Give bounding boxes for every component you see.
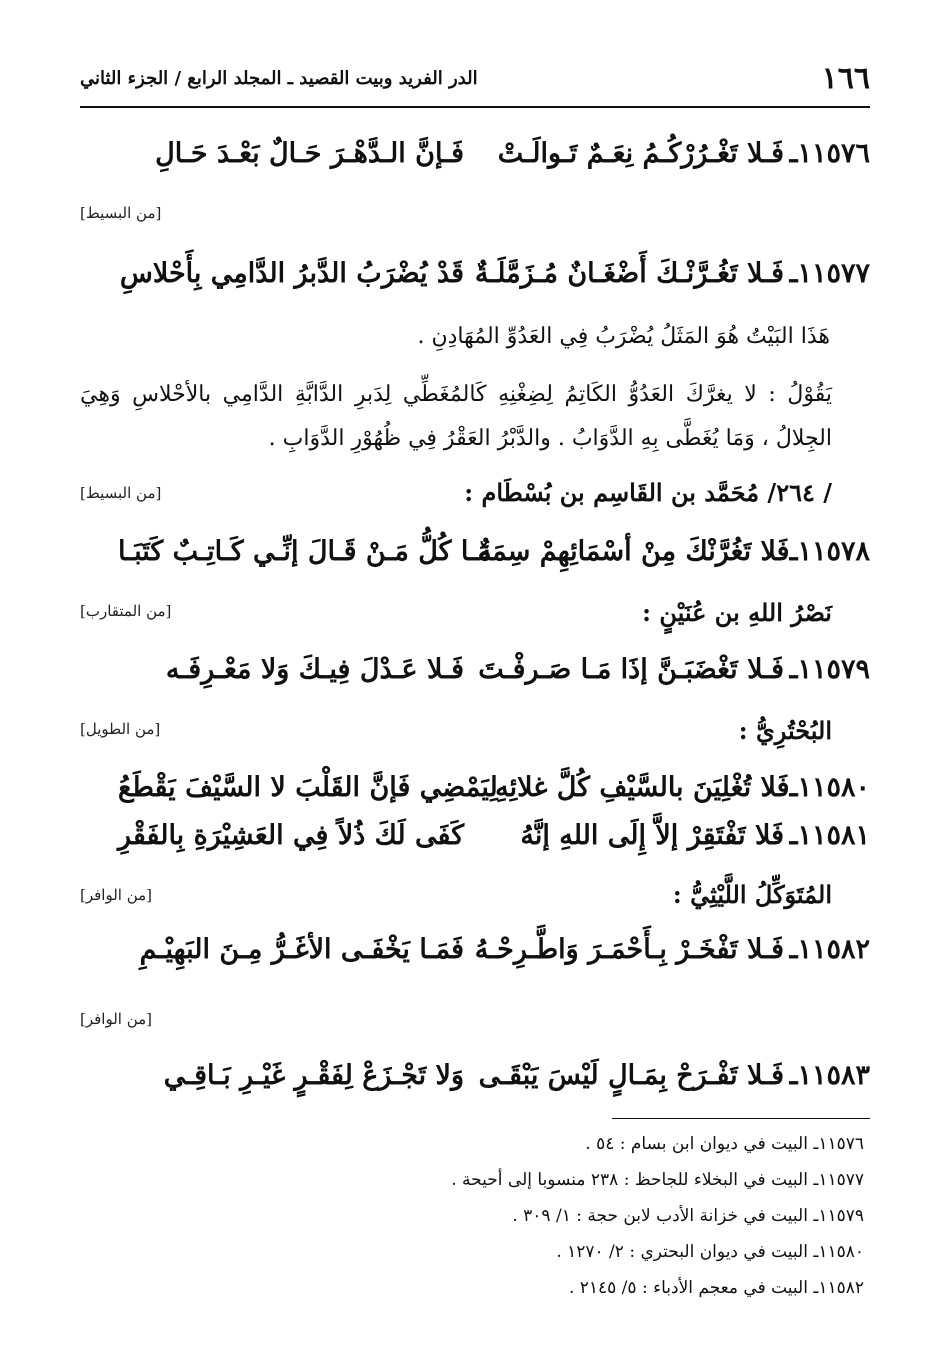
footnote: ١١٥٧٦ـ البيت في ديوان ابن بسام : ٥٤ .: [585, 1134, 864, 1154]
verse-11577: [118, 250, 870, 296]
meter-label: [من الوافر]: [80, 886, 153, 904]
verse-second-hemistich: فَـإنَّ الـدَّهْـرَ حَـالٌ بَعْـدَ حَـالِ: [155, 137, 464, 169]
meter-label: [من المتقارب]: [80, 602, 172, 620]
verse-number: ١١٥٨٢ـ: [789, 933, 870, 965]
verse-number: ١١٥٨١ـ: [789, 819, 870, 851]
page-number: ١٦٦: [821, 60, 870, 96]
poet-name: / ٢٦٤/ مُحَمَّد بن القَاسِم بن بُسْطَام :: [464, 478, 832, 507]
verse-11576: [118, 130, 870, 176]
header-divider: [80, 106, 870, 108]
running-title: الدر الفريد وبيت القصيد ـ المجلد الرابع / الجزء الثاني: [80, 67, 478, 89]
footnote: ١١٥٧٩ـ البيت في خزانة الأدب لابن حجة : ١/ ٣٠٩ .: [512, 1206, 864, 1226]
footnote: ١١٥٧٧ـ البيت في البخلاء للجاحظ : ٢٣٨ منسوبا إلى أحيحة .: [451, 1170, 864, 1190]
verse-number: ١١٥٧٧ـ: [789, 257, 870, 289]
poet-name: البُحْتُرِيُّ :: [738, 716, 832, 745]
verse-first-hemistich: فَـلا تَغْـرُرْكُـمُ نِعَـمٌ تَـوالَـتْ: [497, 137, 784, 169]
verse-first-hemistich: فَـلا تَغُـرَّنْـكَ أَضْغَـانٌ مُـزَمَّلَـةٌ: [474, 257, 784, 289]
verse-11583: [118, 1052, 870, 1098]
verse-second-hemistich: مَـا كُلُّ مَـنْ قَـالَ إنِّـي كَـاتِـبٌ كَتَبَـا: [118, 535, 492, 567]
footnote: ١١٥٨٠ـ البيت في ديوان البحتري : ٢/ ١٢٧٠ .: [556, 1242, 864, 1262]
verse-first-hemistich: فَـلا تَغْضَبَـنَّ إذَا مَـا صَـرفْـتَ: [478, 653, 784, 685]
verse-number: ١١٥٧٦ـ: [789, 137, 870, 169]
footnote: ١١٥٨٢ـ البيت في معجم الأدباء : ٥/ ٢١٤٥ .: [568, 1278, 864, 1298]
verse-number: ١١٥٨٣ـ: [789, 1059, 870, 1091]
verse-second-hemistich: قَدْ يُضْرَبُ الدَّبرُ الدَّامِي بِأَحْلاسِ: [119, 257, 464, 289]
meter-label: [من الوافر]: [80, 1010, 153, 1028]
verse-first-hemistich: فَلا تَفْتَقِرْ إلاَّ إِلَى اللهِ إنَّهُ: [520, 819, 785, 851]
meter-label: [من البسيط]: [80, 484, 162, 502]
poet-name: المُتَوَكِّلُ اللَّيْثِيُّ :: [672, 880, 832, 909]
verse-second-hemistich: فَمَـا يَخْفَـى الأغَـرُّ مِـنَ البَهِيْـمِ: [139, 933, 464, 965]
commentary-line: هَذَا البَيْتُ هُوَ المَثَلُ يُضْرَبُ فِي العَدُوِّ المُهَادِنِ .: [417, 324, 830, 349]
verse-number: ١١٥٧٩ـ: [789, 653, 870, 685]
meter-label: [من البسيط]: [80, 204, 162, 222]
verse-number: ١١٥٨٠ـ: [789, 771, 870, 803]
page-header: [80, 58, 870, 98]
verse-11578: [118, 528, 870, 574]
verse-11579: [118, 646, 870, 692]
verse-second-hemistich: كَفَى لَكَ ذُلاً فِي العَشِيْرَةِ بِالفَقْرِ: [118, 819, 465, 851]
verse-11580: [118, 764, 870, 810]
verse-second-hemistich: لِيَمْضِي فَإنَّ القَلْبَ لا السَّيْفَ يَقْطَعُ: [118, 771, 498, 803]
verse-first-hemistich: فَـلا تَفْخَـرْ بِـأَحْمَـرَ وَاطَّـرِحْـهُ: [474, 933, 784, 965]
verse-first-hemistich: فَلا تَغُرَّنْكَ مِنْ أسْمَائِهِمْ سِمَةٌ: [477, 535, 790, 567]
verse-number: ١١٥٧٨ـ: [789, 535, 870, 567]
poet-name: نَصْرُ اللهِ بن عُنَيْنٍ :: [642, 598, 832, 627]
commentary-paragraph: يَقُوْلُ : لا يغرَّكَ العَدُوُّ الكَاتِمُ لِضِغْنِهِ كَالمُغَطِّي لِدَبرِ الدَّابَّةِ الدَّامِي بالأحْلاسِ وَهِيَ الجِلالُ ، وَمَا يُغَطَّى بِهِ الدَّوَابُ . والدَّبْرُ العَقْرُ فِي ظُهُوْرِ الدَّوَابِ .: [80, 382, 832, 451]
verse-second-hemistich: فَـلا عَـدْلَ فِيـكَ وَلا مَعْـرِفَـه: [165, 653, 464, 685]
meter-label: [من الطويل]: [80, 720, 161, 738]
verse-11581: [118, 812, 870, 858]
verse-second-hemistich: وَلا تَجْـزَعْ لِفَقْـرٍ غَيْـرِ بَـاقِـي: [163, 1059, 464, 1091]
verse-first-hemistich: فَـلا تَفْـرَحْ بِمَـالٍ لَيْسَ يَبْقَـى: [478, 1059, 784, 1091]
verse-first-hemistich: فَلا تُغْلِيَنَ بالسَّيْفِ كُلَّ غلائِهِ: [495, 771, 790, 803]
verse-11582: [118, 926, 870, 972]
footnote-divider: [612, 1118, 870, 1119]
